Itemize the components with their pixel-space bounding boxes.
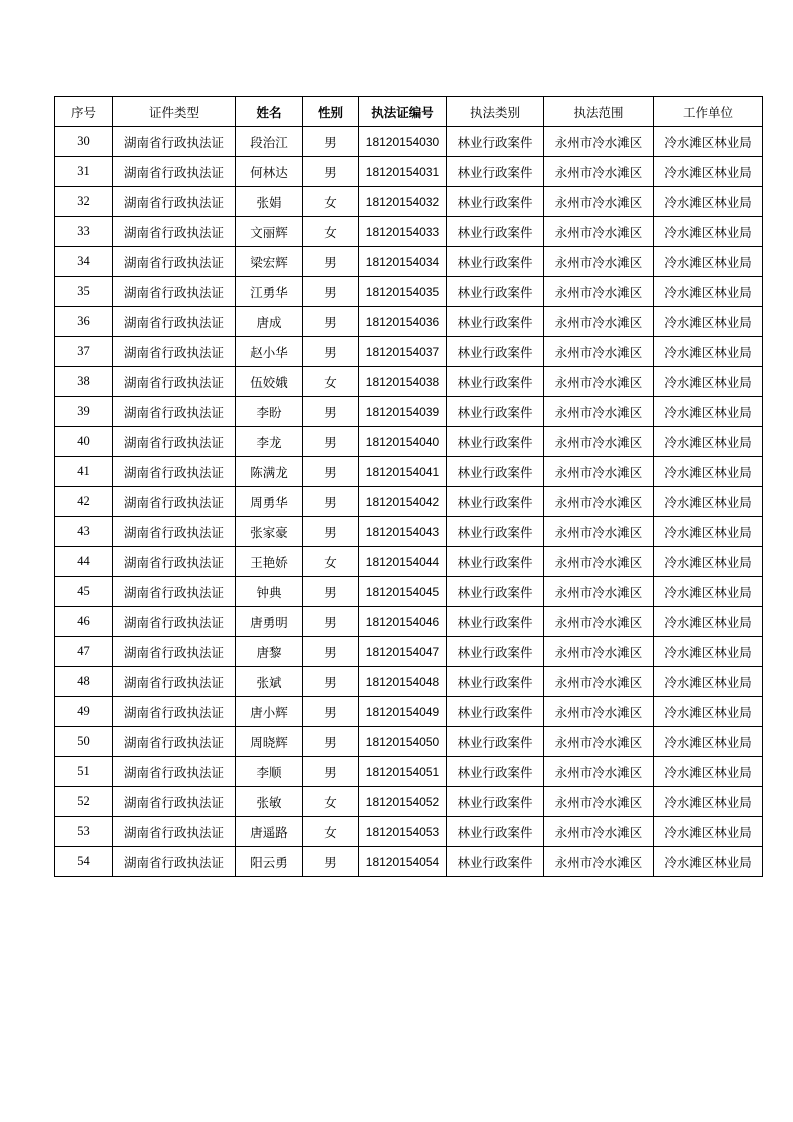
seq-cell: 33 (55, 217, 113, 247)
work-unit-cell: 冷水滩区林业局 (654, 487, 763, 517)
table-row (55, 817, 763, 847)
cert-number-cell: 18120154053 (359, 817, 447, 847)
seq-cell: 45 (55, 577, 113, 607)
cert-type-cell: 湖南省行政执法证 (113, 757, 236, 787)
table-row (55, 847, 763, 877)
cert-type-cell: 湖南省行政执法证 (113, 277, 236, 307)
category-cell: 林业行政案件 (447, 517, 544, 547)
name-cell: 阳云勇 (236, 847, 303, 877)
table-row (55, 427, 763, 457)
category-cell: 林业行政案件 (447, 847, 544, 877)
seq-cell: 39 (55, 397, 113, 427)
cert-type-cell: 湖南省行政执法证 (113, 637, 236, 667)
cert-type-cell: 湖南省行政执法证 (113, 487, 236, 517)
scope-cell: 永州市冷水滩区 (544, 637, 654, 667)
seq-cell: 41 (55, 457, 113, 487)
seq-cell: 35 (55, 277, 113, 307)
seq-cell: 43 (55, 517, 113, 547)
cert-type-cell: 湖南省行政执法证 (113, 367, 236, 397)
gender-cell: 男 (303, 607, 359, 637)
name-cell: 张敏 (236, 787, 303, 817)
cert-type-cell: 湖南省行政执法证 (113, 697, 236, 727)
name-cell: 张斌 (236, 667, 303, 697)
table-row (55, 637, 763, 667)
cert-type-cell: 湖南省行政执法证 (113, 397, 236, 427)
gender-cell: 女 (303, 547, 359, 577)
work-unit-cell: 冷水滩区林业局 (654, 817, 763, 847)
work-unit-cell: 冷水滩区林业局 (654, 517, 763, 547)
cert-number-cell: 18120154049 (359, 697, 447, 727)
cert-type-cell: 湖南省行政执法证 (113, 187, 236, 217)
name-cell: 梁宏辉 (236, 247, 303, 277)
cert-type-cell: 湖南省行政执法证 (113, 547, 236, 577)
work-unit-cell: 冷水滩区林业局 (654, 427, 763, 457)
cert-type-cell: 湖南省行政执法证 (113, 457, 236, 487)
cert-number-cell: 18120154031 (359, 157, 447, 187)
seq-cell: 38 (55, 367, 113, 397)
work-unit-cell: 冷水滩区林业局 (654, 667, 763, 697)
category-cell: 林业行政案件 (447, 487, 544, 517)
gender-cell: 女 (303, 187, 359, 217)
category-cell: 林业行政案件 (447, 337, 544, 367)
category-cell: 林业行政案件 (447, 637, 544, 667)
cert-number-cell: 18120154052 (359, 787, 447, 817)
cert-number-cell: 18120154040 (359, 427, 447, 457)
work-unit-cell: 冷水滩区林业局 (654, 547, 763, 577)
work-unit-cell: 冷水滩区林业局 (654, 337, 763, 367)
cert-type-cell: 湖南省行政执法证 (113, 427, 236, 457)
name-cell: 何林达 (236, 157, 303, 187)
cert-number-cell: 18120154034 (359, 247, 447, 277)
category-cell: 林业行政案件 (447, 397, 544, 427)
gender-cell: 男 (303, 757, 359, 787)
scope-cell: 永州市冷水滩区 (544, 217, 654, 247)
seq-cell: 31 (55, 157, 113, 187)
name-cell: 文丽辉 (236, 217, 303, 247)
work-unit-cell: 冷水滩区林业局 (654, 577, 763, 607)
scope-cell: 永州市冷水滩区 (544, 817, 654, 847)
work-unit-cell: 冷水滩区林业局 (654, 247, 763, 277)
cert-number-cell: 18120154041 (359, 457, 447, 487)
table-row (55, 367, 763, 397)
seq-cell: 30 (55, 127, 113, 157)
table-row (55, 517, 763, 547)
category-cell: 林业行政案件 (447, 217, 544, 247)
seq-cell: 48 (55, 667, 113, 697)
name-cell: 钟典 (236, 577, 303, 607)
name-cell: 李顺 (236, 757, 303, 787)
cert-number-cell: 18120154039 (359, 397, 447, 427)
name-cell: 王艳娇 (236, 547, 303, 577)
table-row (55, 217, 763, 247)
scope-cell: 永州市冷水滩区 (544, 187, 654, 217)
name-cell: 唐小辉 (236, 697, 303, 727)
gender-cell: 男 (303, 667, 359, 697)
scope-cell: 永州市冷水滩区 (544, 397, 654, 427)
cert-number-cell: 18120154030 (359, 127, 447, 157)
gender-cell: 男 (303, 457, 359, 487)
category-cell: 林业行政案件 (447, 697, 544, 727)
name-cell: 周勇华 (236, 487, 303, 517)
table-row (55, 577, 763, 607)
gender-cell: 男 (303, 487, 359, 517)
cert-number-cell: 18120154037 (359, 337, 447, 367)
seq-cell: 40 (55, 427, 113, 457)
category-cell: 林业行政案件 (447, 127, 544, 157)
scope-cell: 永州市冷水滩区 (544, 337, 654, 367)
seq-cell: 46 (55, 607, 113, 637)
scope-cell: 永州市冷水滩区 (544, 547, 654, 577)
name-cell: 唐遥路 (236, 817, 303, 847)
category-cell: 林业行政案件 (447, 307, 544, 337)
cert-number-cell: 18120154033 (359, 217, 447, 247)
seq-cell: 42 (55, 487, 113, 517)
category-cell: 林业行政案件 (447, 277, 544, 307)
gender-cell: 男 (303, 157, 359, 187)
name-cell: 唐黎 (236, 637, 303, 667)
gender-cell: 男 (303, 247, 359, 277)
category-cell: 林业行政案件 (447, 757, 544, 787)
category-cell: 林业行政案件 (447, 667, 544, 697)
category-cell: 林业行政案件 (447, 547, 544, 577)
gender-cell: 男 (303, 127, 359, 157)
seq-cell: 32 (55, 187, 113, 217)
table-row (55, 277, 763, 307)
seq-cell: 54 (55, 847, 113, 877)
gender-cell: 男 (303, 337, 359, 367)
table-row (55, 727, 763, 757)
work-unit-cell: 冷水滩区林业局 (654, 787, 763, 817)
name-cell: 张娟 (236, 187, 303, 217)
cert-type-cell: 湖南省行政执法证 (113, 247, 236, 277)
scope-cell: 永州市冷水滩区 (544, 427, 654, 457)
work-unit-cell: 冷水滩区林业局 (654, 847, 763, 877)
scope-cell: 永州市冷水滩区 (544, 667, 654, 697)
table-body (55, 127, 763, 877)
work-unit-cell: 冷水滩区林业局 (654, 397, 763, 427)
table-row (55, 157, 763, 187)
gender-cell: 女 (303, 787, 359, 817)
cert-number-cell: 18120154050 (359, 727, 447, 757)
gender-cell: 男 (303, 307, 359, 337)
category-cell: 林业行政案件 (447, 367, 544, 397)
gender-cell: 男 (303, 277, 359, 307)
category-cell: 林业行政案件 (447, 457, 544, 487)
cert-number-cell: 18120154042 (359, 487, 447, 517)
table-row (55, 247, 763, 277)
table-row (55, 127, 763, 157)
gender-cell: 男 (303, 577, 359, 607)
work-unit-cell: 冷水滩区林业局 (654, 157, 763, 187)
name-cell: 唐勇明 (236, 607, 303, 637)
scope-cell: 永州市冷水滩区 (544, 277, 654, 307)
cert-number-cell: 18120154038 (359, 367, 447, 397)
gender-cell: 男 (303, 727, 359, 757)
scope-cell: 永州市冷水滩区 (544, 757, 654, 787)
cert-number-cell: 18120154035 (359, 277, 447, 307)
header-work-unit: 工作单位 (654, 97, 763, 127)
category-cell: 林业行政案件 (447, 787, 544, 817)
seq-cell: 34 (55, 247, 113, 277)
scope-cell: 永州市冷水滩区 (544, 487, 654, 517)
cert-number-cell: 18120154036 (359, 307, 447, 337)
seq-cell: 53 (55, 817, 113, 847)
certificate-table (54, 96, 763, 877)
gender-cell: 女 (303, 367, 359, 397)
seq-cell: 44 (55, 547, 113, 577)
seq-cell: 37 (55, 337, 113, 367)
table-row (55, 787, 763, 817)
name-cell: 赵小华 (236, 337, 303, 367)
enforcement-certificate-table-page (54, 96, 763, 877)
name-cell: 段治江 (236, 127, 303, 157)
seq-cell: 49 (55, 697, 113, 727)
seq-cell: 51 (55, 757, 113, 787)
category-cell: 林业行政案件 (447, 157, 544, 187)
table-row (55, 607, 763, 637)
table-row (55, 697, 763, 727)
scope-cell: 永州市冷水滩区 (544, 727, 654, 757)
name-cell: 江勇华 (236, 277, 303, 307)
cert-type-cell: 湖南省行政执法证 (113, 607, 236, 637)
seq-cell: 50 (55, 727, 113, 757)
scope-cell: 永州市冷水滩区 (544, 577, 654, 607)
work-unit-cell: 冷水滩区林业局 (654, 217, 763, 247)
table-row (55, 757, 763, 787)
cert-type-cell: 湖南省行政执法证 (113, 127, 236, 157)
scope-cell: 永州市冷水滩区 (544, 697, 654, 727)
table-header-row (55, 97, 763, 127)
gender-cell: 男 (303, 517, 359, 547)
category-cell: 林业行政案件 (447, 247, 544, 277)
scope-cell: 永州市冷水滩区 (544, 127, 654, 157)
cert-type-cell: 湖南省行政执法证 (113, 217, 236, 247)
work-unit-cell: 冷水滩区林业局 (654, 757, 763, 787)
work-unit-cell: 冷水滩区林业局 (654, 637, 763, 667)
name-cell: 李盼 (236, 397, 303, 427)
header-enforcement-scope: 执法范围 (544, 97, 654, 127)
cert-number-cell: 18120154045 (359, 577, 447, 607)
seq-cell: 52 (55, 787, 113, 817)
category-cell: 林业行政案件 (447, 817, 544, 847)
scope-cell: 永州市冷水滩区 (544, 157, 654, 187)
cert-type-cell: 湖南省行政执法证 (113, 787, 236, 817)
scope-cell: 永州市冷水滩区 (544, 307, 654, 337)
cert-number-cell: 18120154051 (359, 757, 447, 787)
scope-cell: 永州市冷水滩区 (544, 247, 654, 277)
work-unit-cell: 冷水滩区林业局 (654, 187, 763, 217)
name-cell: 唐成 (236, 307, 303, 337)
cert-type-cell: 湖南省行政执法证 (113, 817, 236, 847)
table-row (55, 307, 763, 337)
gender-cell: 女 (303, 217, 359, 247)
name-cell: 张家豪 (236, 517, 303, 547)
cert-type-cell: 湖南省行政执法证 (113, 847, 236, 877)
header-gender: 性别 (303, 97, 359, 127)
cert-number-cell: 18120154054 (359, 847, 447, 877)
cert-number-cell: 18120154032 (359, 187, 447, 217)
name-cell: 李龙 (236, 427, 303, 457)
work-unit-cell: 冷水滩区林业局 (654, 607, 763, 637)
name-cell: 周晓辉 (236, 727, 303, 757)
name-cell: 陈满龙 (236, 457, 303, 487)
table-row (55, 337, 763, 367)
scope-cell: 永州市冷水滩区 (544, 367, 654, 397)
work-unit-cell: 冷水滩区林业局 (654, 697, 763, 727)
category-cell: 林业行政案件 (447, 727, 544, 757)
header-enforcement-category: 执法类别 (447, 97, 544, 127)
table-row (55, 667, 763, 697)
seq-cell: 36 (55, 307, 113, 337)
cert-number-cell: 18120154048 (359, 667, 447, 697)
seq-cell: 47 (55, 637, 113, 667)
cert-number-cell: 18120154043 (359, 517, 447, 547)
gender-cell: 男 (303, 697, 359, 727)
header-seq: 序号 (55, 97, 113, 127)
work-unit-cell: 冷水滩区林业局 (654, 277, 763, 307)
cert-type-cell: 湖南省行政执法证 (113, 667, 236, 697)
work-unit-cell: 冷水滩区林业局 (654, 367, 763, 397)
category-cell: 林业行政案件 (447, 607, 544, 637)
scope-cell: 永州市冷水滩区 (544, 517, 654, 547)
cert-number-cell: 18120154044 (359, 547, 447, 577)
cert-type-cell: 湖南省行政执法证 (113, 307, 236, 337)
cert-type-cell: 湖南省行政执法证 (113, 727, 236, 757)
header-cert-number: 执法证编号 (359, 97, 447, 127)
work-unit-cell: 冷水滩区林业局 (654, 727, 763, 757)
scope-cell: 永州市冷水滩区 (544, 607, 654, 637)
gender-cell: 男 (303, 847, 359, 877)
work-unit-cell: 冷水滩区林业局 (654, 457, 763, 487)
scope-cell: 永州市冷水滩区 (544, 847, 654, 877)
table-row (55, 397, 763, 427)
cert-type-cell: 湖南省行政执法证 (113, 577, 236, 607)
cert-type-cell: 湖南省行政执法证 (113, 517, 236, 547)
scope-cell: 永州市冷水滩区 (544, 787, 654, 817)
gender-cell: 男 (303, 427, 359, 457)
name-cell: 伍姣娥 (236, 367, 303, 397)
gender-cell: 男 (303, 637, 359, 667)
category-cell: 林业行政案件 (447, 427, 544, 457)
category-cell: 林业行政案件 (447, 577, 544, 607)
header-cert-type: 证件类型 (113, 97, 236, 127)
work-unit-cell: 冷水滩区林业局 (654, 307, 763, 337)
table-row (55, 457, 763, 487)
header-name: 姓名 (236, 97, 303, 127)
work-unit-cell: 冷水滩区林业局 (654, 127, 763, 157)
cert-number-cell: 18120154047 (359, 637, 447, 667)
cert-number-cell: 18120154046 (359, 607, 447, 637)
cert-type-cell: 湖南省行政执法证 (113, 157, 236, 187)
category-cell: 林业行政案件 (447, 187, 544, 217)
gender-cell: 女 (303, 817, 359, 847)
table-row (55, 187, 763, 217)
scope-cell: 永州市冷水滩区 (544, 457, 654, 487)
table-row (55, 487, 763, 517)
gender-cell: 男 (303, 397, 359, 427)
table-row (55, 547, 763, 577)
cert-type-cell: 湖南省行政执法证 (113, 337, 236, 367)
